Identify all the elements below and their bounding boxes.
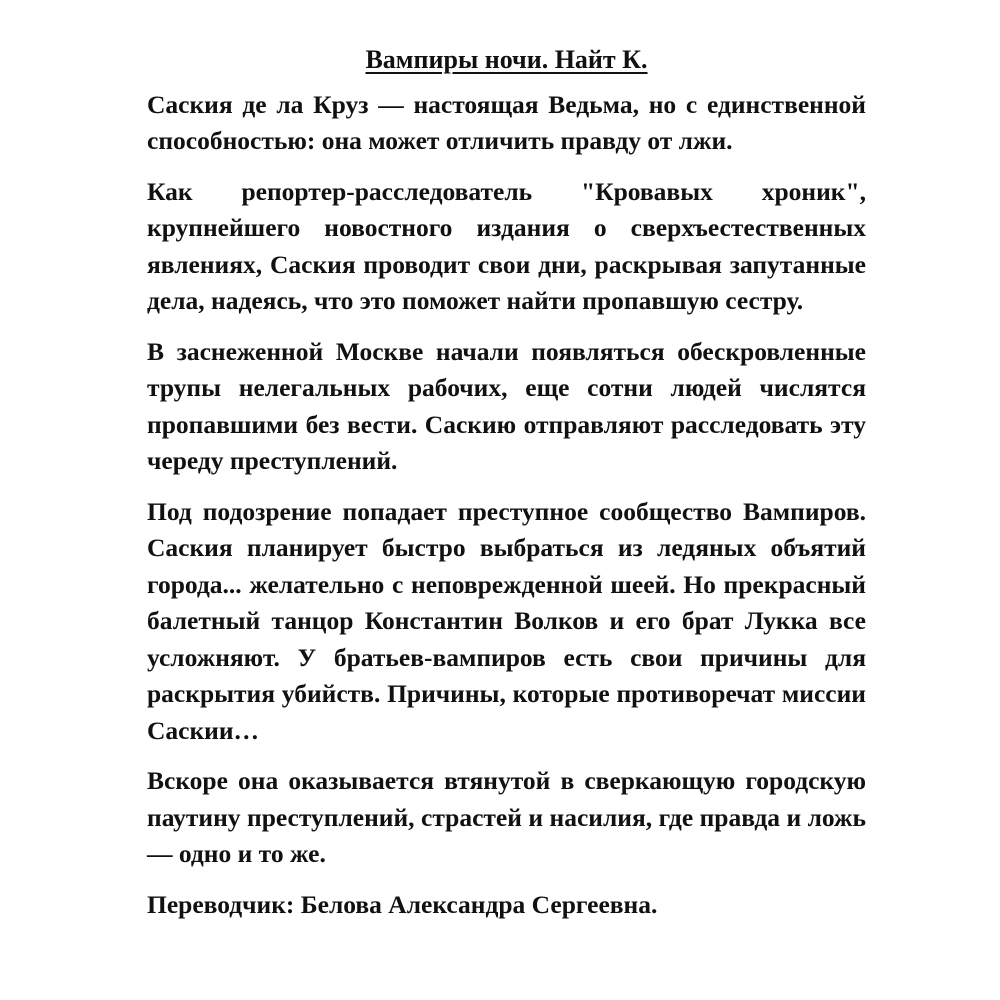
paragraph-web: Вскоре она оказывается втянутой в сверкающую городскую паутину преступлений, страстей и насилия, где правда и ложь — одно и то же. <box>147 766 866 868</box>
document-title: Вампиры ночи. Найт К. <box>365 45 648 74</box>
paragraph-vampires: Под подозрение попадает преступное сообщество Вампиров. Саския планирует быстро выбраться из ледяных объятий города... желательно с неповрежденной шеей. Но прекрасный балетный танцор Константин Волков и его брат Лукка все усложняют. У братьев-вампиров есть свои причины для раскрытия убийств. Причины, которые противоречат миссии Саскии… <box>147 496 866 745</box>
paragraph-moscow: В заснеженной Москве начали появляться обескровленные трупы нелегальных рабочих, еще сотни людей числятся пропавшими без вести. Саскию отправляют расследовать эту череду преступлений. <box>147 336 866 475</box>
paragraph-intro: Саския де ла Круз — настоящая Ведьма, но с единственной способностью: она может отличить правду от лжи. <box>147 89 866 155</box>
translator-credit: Переводчик: Белова Александра Сергеевна. <box>147 889 658 919</box>
paragraph-reporter: Как репортер-расследователь "Кровавых хроник", крупнейшего новостного издания о сверхъестественных явлениях, Саския проводит свои дни, раскрывая запутанные дела, надеясь, что это поможет найти пропавшую сестру. <box>147 176 866 315</box>
document-page <box>147 42 866 937</box>
